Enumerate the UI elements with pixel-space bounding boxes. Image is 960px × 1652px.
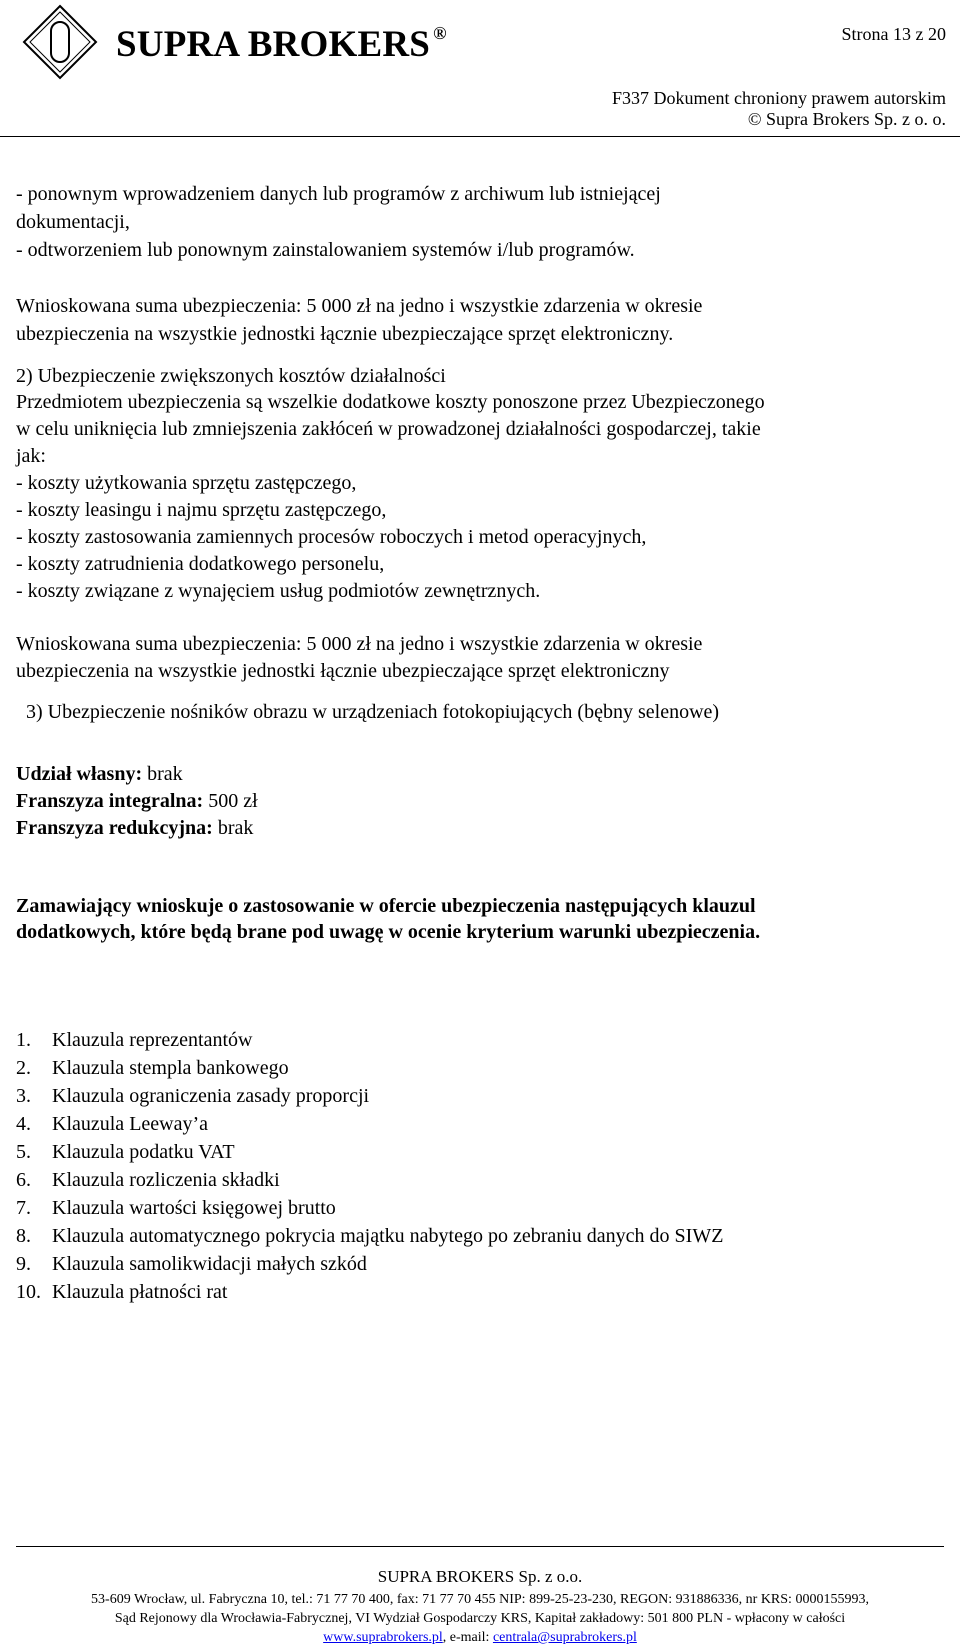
list-item: 5. Klauzula podatku VAT [16,1141,235,1163]
footer-court: Sąd Rejonowy dla Wrocławia-Fabrycznej, VI Wydział Gospodarczy KRS, Kapitał zakładowy: 501 800 PLN - wpłacony w całości [114,1611,846,1626]
company-logo [22,4,98,80]
page-number: Strona 13 z 20 [841,24,946,44]
paragraph-line: Wnioskowana suma ubezpieczenia: 5 000 zł na jedno i wszystkie zdarzenia w okresie [16,633,703,655]
list-item: 1. Klauzula reprezentantów [16,1029,253,1051]
footer-address: 53-609 Wrocław, ul. Fabryczna 10, tel.: 71 77 70 400, fax: 71 77 70 455 NIP: 899-25-23-230, REGON: 931886336, nr KRS: 0000155993, [91,1592,869,1607]
paragraph-line: Wnioskowana suma ubezpieczenia: 5 000 zł na jedno i wszystkie zdarzenia w okresie [16,295,703,317]
list-item: - koszty zastosowania zamiennych procesów roboczych i metod operacyjnych, [16,526,647,548]
list-item: - koszty leasingu i najmu sprzętu zastępczego, [16,499,387,521]
website-link[interactable]: www.suprabrokers.pl [323,1630,443,1645]
list-item: 7. Klauzula wartości księgowej brutto [16,1197,336,1219]
list-item: 4. Klauzula Leeway’a [16,1113,209,1135]
paragraph-line: jak: [16,445,46,467]
deductible-integral: Franszyza integralna: 500 zł [16,790,258,812]
paragraph-line: - odtworzeniem lub ponownym zainstalowaniem systemów i/lub programów. [16,239,635,261]
list-item: 9. Klauzula samolikwidacji małych szkód [16,1253,367,1275]
list-item: 10. Klauzula płatności rat [16,1281,228,1303]
paragraph-line: - ponownym wprowadzeniem danych lub programów z archiwum lub istniejącej [16,183,661,205]
deductible-own-share: Udział własny: brak [16,763,183,785]
paragraph-line: dokumentacji, [16,211,130,233]
email-link[interactable]: centrala@suprabrokers.pl [492,1630,637,1645]
deductible-reduction: Franszyza redukcyjna: brak [16,817,254,839]
copyright-notice: F337 Dokument chroniony prawem autorskim [612,88,946,108]
section-heading: 3) Ubezpieczenie nośników obrazu w urządzeniach fotokopiujących (bębny selenowe) [26,701,720,723]
clauses-intro: dodatkowych, które będą brane pod uwagę w ocenie kryterium warunki ubezpieczenia. [16,921,761,943]
paragraph-line: ubezpieczenia na wszystkie jednostki łącznie ubezpieczające sprzęt elektroniczny [16,660,670,682]
list-item: - koszty użytkowania sprzętu zastępczego, [16,472,357,494]
list-item: 2. Klauzula stempla bankowego [16,1057,289,1079]
footer-company: SUPRA BROKERS Sp. z o.o. [377,1567,583,1586]
clauses-intro: Zamawiający wnioskuje o zastosowanie w ofercie ubezpieczenia następujących klauzul [16,895,756,917]
list-item: - koszty związane z wynajęciem usług podmiotów zewnętrznych. [16,580,541,602]
section-heading: 2) Ubezpieczenie zwiększonych kosztów działalności [16,365,446,387]
footer-contact: www.suprabrokers.pl, e-mail: centrala@suprabrokers.pl [323,1630,637,1645]
list-item: 3. Klauzula ograniczenia zasady proporcji [16,1085,370,1107]
paragraph-line: Przedmiotem ubezpieczenia są wszelkie dodatkowe koszty ponoszone przez Ubezpieczonego [16,391,765,413]
paragraph-line: ubezpieczenia na wszystkie jednostki łącznie ubezpieczające sprzęt elektroniczny. [16,323,674,345]
copyright-owner: © Supra Brokers Sp. z o. o. [747,109,946,129]
list-item: - koszty zatrudnienia dodatkowego personelu, [16,553,385,575]
brand-name: SUPRA BROKERS ® [116,22,447,65]
list-item: 6. Klauzula rozliczenia składki [16,1169,280,1191]
paragraph-line: w celu uniknięcia lub zmniejszenia zakłóceń w prowadzonej działalności gospodarczej, takie [16,418,761,440]
header-divider [0,136,960,137]
list-item: 8. Klauzula automatycznego pokrycia majątku nabytego po zebraniu danych do SIWZ [16,1225,724,1247]
clauses-list [16,1026,723,1306]
footer-divider [16,1546,944,1547]
